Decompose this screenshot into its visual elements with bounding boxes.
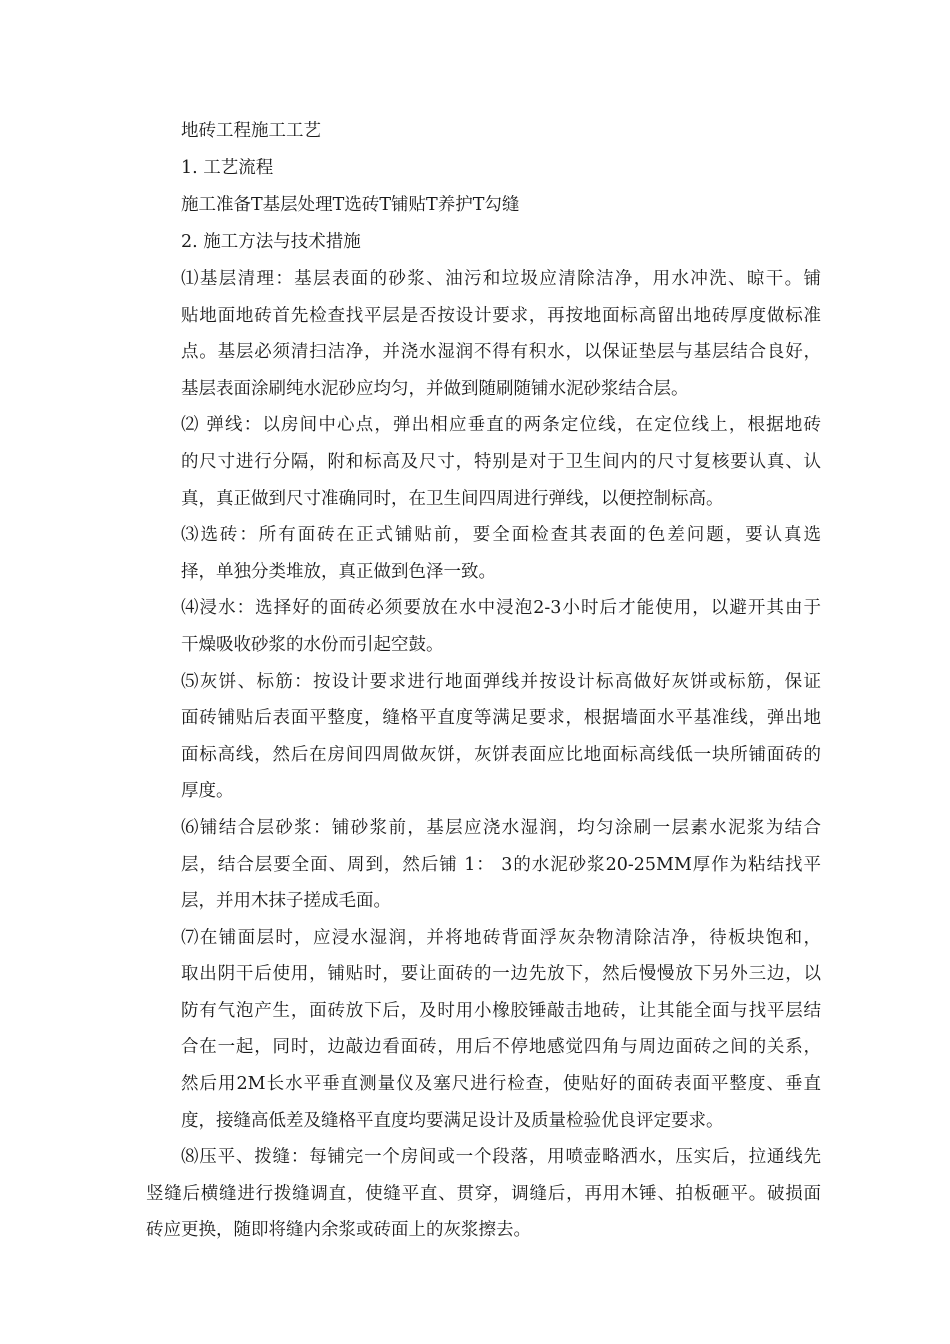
- paragraph-line: 择，单独分类堆放，真正做到色泽一致。: [181, 561, 496, 582]
- paragraph-line: ⑻压平、拨缝：每铺完一个房间或一个段落，用喷壶略洒水，压实后，拉通线先: [181, 1147, 821, 1168]
- paragraph-line: 面砖铺贴后表面平整度，缝格平直度等满足要求，根据墙面水平基准线，弹出地: [181, 708, 821, 729]
- document-title: 地砖工程施工工艺: [181, 121, 321, 141]
- paragraph-line: ⑹铺结合层砂浆：铺砂浆前，基层应浇水湿润，均匀涂刷一层素水泥浆为结合: [181, 817, 821, 838]
- paragraph-line: 防有气泡产生，面砖放下后，及时用小橡胶锤敲击地砖，让其能全面与找平层结: [181, 1000, 821, 1021]
- paragraph-line: 的尺寸进行分隔，附和标高及尺寸，特别是对于卫生间内的尺寸复核要认真、认: [181, 451, 821, 472]
- paragraph-line: ⑺在铺面层时，应浸水湿润，并将地砖背面浮灰杂物清除洁净，待板块饱和，: [181, 927, 821, 948]
- paragraph-soaking: [181, 590, 821, 663]
- paragraph-line: ⑸灰饼、标筋：按设计要求进行地面弹线并按设计标高做好灰饼或标筋，保证: [181, 671, 821, 692]
- paragraph-line: 取出阴干后使用，铺贴时，要让面砖的一边先放下，然后慢慢放下另外三边，以: [181, 964, 821, 985]
- paragraph-line: 干燥吸收砂浆的水份而引起空鼓。: [181, 634, 444, 655]
- paragraph-line: 竖缝后横缝进行拨缝调直，使缝平直、贯穿，调缝后，再用木锤、拍板砸平。破损面: [146, 1183, 821, 1204]
- paragraph-line-marking: [181, 407, 821, 517]
- paragraph-line: ⑴基层清理：基层表面的砂浆、油污和垃圾应清除洁净，用水冲洗、晾干。铺: [181, 269, 821, 289]
- paragraph-laying-surface: [181, 920, 821, 1140]
- paragraph-pressing-joints: [146, 1139, 821, 1249]
- paragraph-line: 合在一起，同时，边敲边看面砖，用后不停地感觉四角与周边面砖之间的关系，: [181, 1037, 821, 1058]
- process-flow-line: 施工准备T基层处理T选砖T铺贴T养护T勾缝: [181, 195, 520, 215]
- paragraph-screeds: [181, 664, 821, 810]
- paragraph-line: 砖应更换，随即将缝内余浆或砖面上的灰浆擦去。: [146, 1220, 531, 1241]
- paragraph-line: 贴地面地砖首先检查找平层是否按设计要求，再按地面标高留出地砖厚度做标准: [181, 305, 821, 326]
- paragraph-line: 层，并用木抹子搓成毛面。: [181, 891, 391, 912]
- paragraph-line: 厚度。: [181, 781, 234, 802]
- paragraph-line: 层，结合层要全面、周到，然后铺 1： 3的水泥砂浆20-25MM厚作为粘结找平: [181, 854, 821, 875]
- document-body: [146, 113, 821, 1249]
- section-heading-methods: 2. 施工方法与技术措施: [181, 232, 361, 252]
- paragraph-tile-selection: [181, 517, 821, 590]
- section-heading-process-flow: 1. 工艺流程: [181, 158, 274, 178]
- paragraph-line: 度，接缝高低差及缝格平直度均要满足设计及质量检验优良评定要求。: [181, 1110, 724, 1131]
- paragraph-line: ⑷浸水：选择好的面砖必须要放在水中浸泡2-3小时后才能使用，以避开其由于: [181, 598, 821, 619]
- paragraph-line: 然后用2M长水平垂直测量仪及塞尺进行检查，使贴好的面砖表面平整度、垂直: [181, 1074, 821, 1095]
- paragraph-line: ⑵ 弹线：以房间中心点，弹出相应垂直的两条定位线，在定位线上，根据地砖: [181, 415, 821, 436]
- paragraph-bonding-mortar: [181, 810, 821, 920]
- paragraph-line: 面标高线，然后在房间四周做灰饼，灰饼表面应比地面标高线低一块所铺面砖的: [181, 744, 821, 765]
- paragraph-base-cleaning: [181, 261, 821, 407]
- paragraph-line: 点。基层必须清扫洁净，并浇水湿润不得有积水，以保证垫层与基层结合良好，: [181, 342, 821, 363]
- paragraph-line: 真，真正做到尺寸准确同时，在卫生间四周进行弹线，以便控制标高。: [181, 488, 724, 509]
- paragraph-line: 基层表面涂刷纯水泥砂应均匀，并做到随刷随铺水泥砂浆结合层。: [181, 378, 689, 399]
- paragraph-line: ⑶选砖：所有面砖在正式铺贴前，要全面检查其表面的色差问题，要认真选: [181, 525, 821, 546]
